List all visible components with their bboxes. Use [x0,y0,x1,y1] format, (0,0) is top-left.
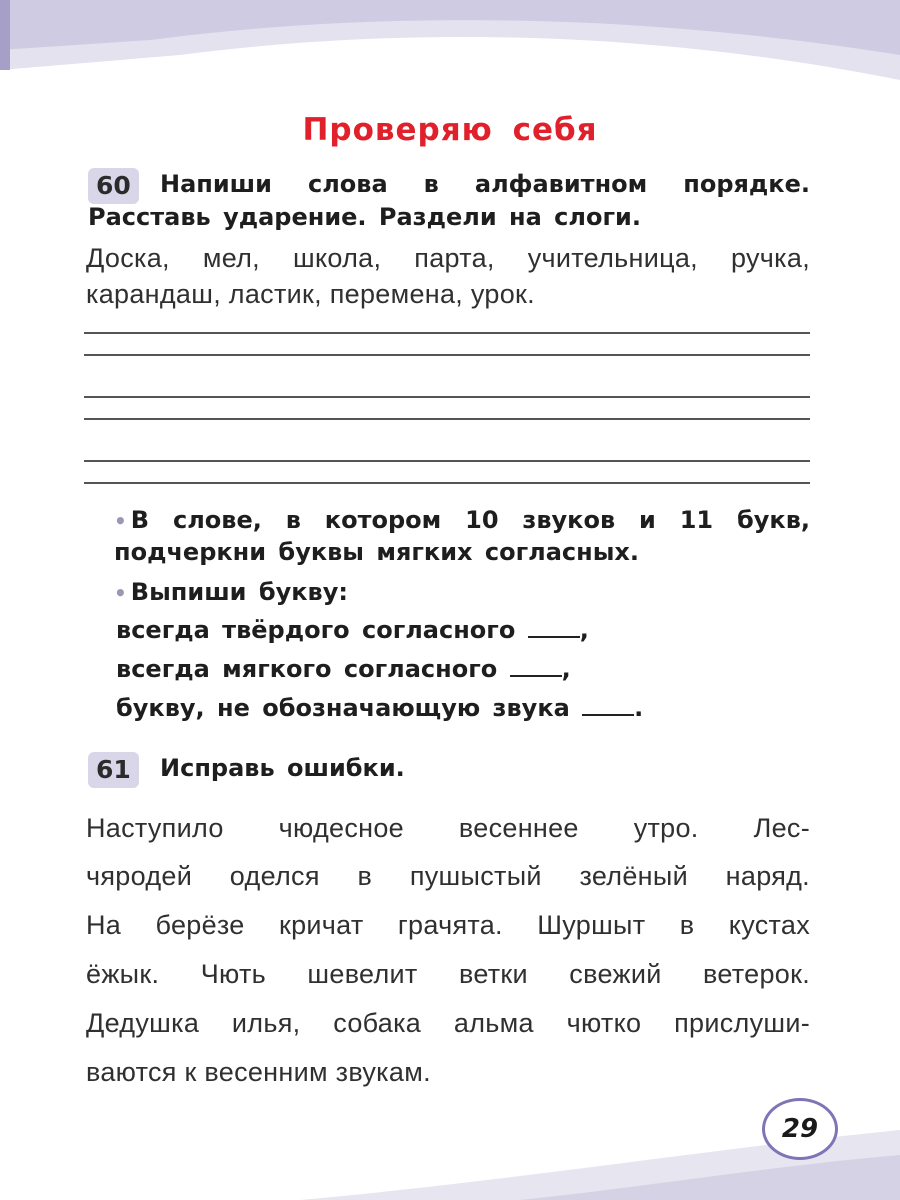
task2-line3 [116,694,643,722]
exercise-60-instruction-line1: Напиши слова в алфавитном порядке. [160,170,810,198]
writing-line [84,332,810,334]
bullet-icon: • [114,581,127,605]
task2-heading [114,578,348,606]
exercise-61-instruction: Исправь ошибки. [160,754,405,782]
bullet-icon: • [114,509,127,533]
answer-blank-soft-consonant[interactable] [510,675,562,677]
writing-line [84,418,810,420]
exercise-number-60: 60 [88,168,139,204]
writing-line [84,396,810,398]
writing-line [84,354,810,356]
top-decorative-band [0,0,900,100]
text-line: Наступило чюдесное весеннее утро. Лес- [86,813,810,843]
page-title: Проверяю себя [302,112,598,148]
answer-blank-hard-consonant[interactable] [528,636,580,638]
task2-line3-text: букву, не обозначающую звука [116,694,570,722]
task2-heading-text: Выпиши букву: [130,578,348,606]
task1-line1 [114,506,810,534]
comma: , [561,655,571,683]
writing-line [84,460,810,462]
task2-line1-text: всегда твёрдого согласного [116,616,516,644]
exercise-60-instruction-line2: Расставь ударение. Раздели на слоги. [88,203,641,231]
comma: , [579,616,589,644]
text-line: ваются к весенним звукам. [86,1057,431,1087]
task2-line2 [116,655,571,683]
exercise-number-61: 61 [88,752,139,788]
words-line-2: карандаш, ластик, перемена, урок. [86,279,535,309]
period: . [634,694,644,722]
task1-line1-text: В слове, в котором 10 звуков и 11 букв, [130,506,810,534]
page-number: 29 [762,1098,838,1160]
task2-line1 [116,616,589,644]
text-line: Дедушка илья, собака альма чютко прислуши- [86,1008,810,1038]
task1-line2: подчеркни буквы мягких согласных. [114,538,640,566]
words-line-1: Доска, мел, школа, парта, учительница, ручка, [86,243,810,273]
text-line: На берёзе кричат грачята. Шуршыт в кустах [86,910,810,940]
text-line: ёжык. Чють шевелит ветки свежий ветерок. [86,959,810,989]
task2-line2-text: всегда мягкого согласного [116,655,498,683]
writing-line [84,482,810,484]
answer-blank-silent-letter[interactable] [582,714,634,716]
text-line: чяродей оделся в пушыстый зелёный наряд. [86,861,810,891]
